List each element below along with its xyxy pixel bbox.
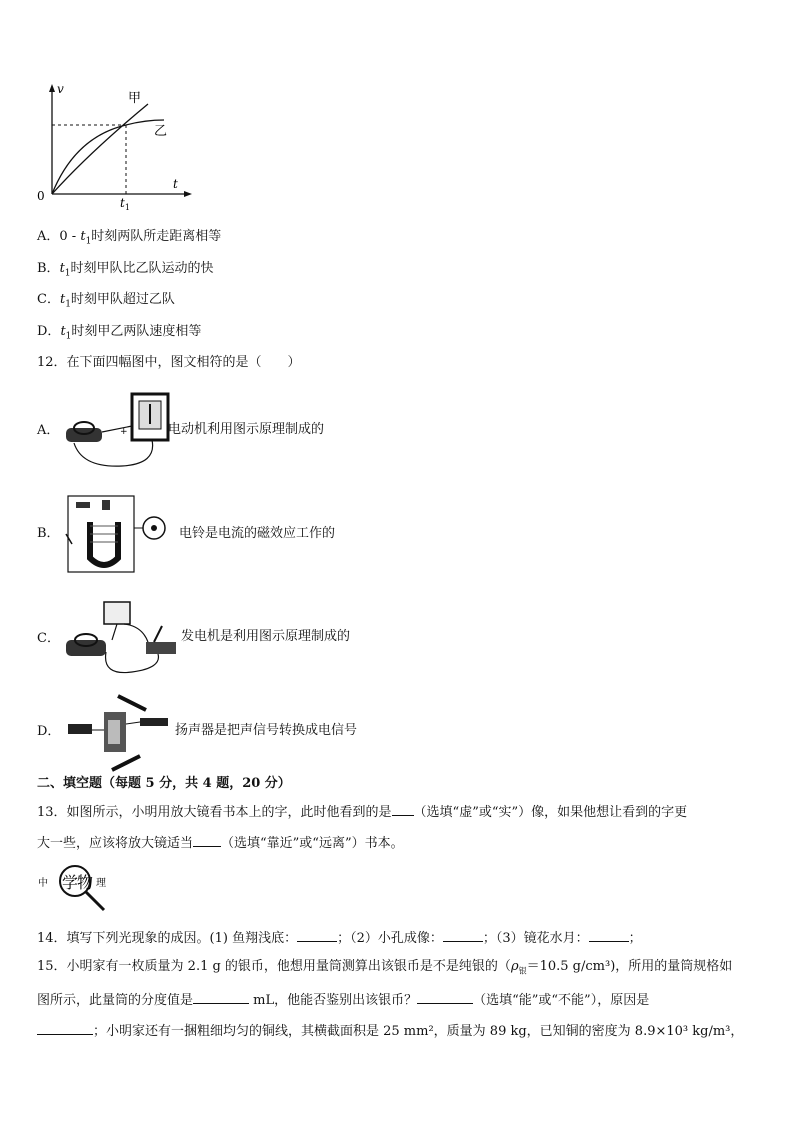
curve-yi — [52, 120, 164, 194]
q13-blank-1[interactable] — [392, 801, 414, 816]
q11-option-b: B．$t_1$时刻甲队比乙队运动的快 — [37, 261, 214, 279]
electric-bell-figure — [62, 492, 174, 574]
magnifier-figure — [36, 862, 114, 916]
q12-option-b-text: 电铃是电流的磁效应工作的 — [179, 526, 336, 541]
q15-line-3: ；小明家还有一捆粗细均匀的铜线，其横截面积是 25 mm²，质量为 89 kg，已知铜的密度为 8.9×10³ kg/m³， — [37, 1020, 743, 1041]
svg-text:物: 物 — [77, 873, 94, 892]
q15-line-2: 图所示，此量筒的分度值是 mL，他能否鉴别出该银币？ （选填“能”或“不能”），原因是 — [37, 989, 649, 1010]
generator-apparatus-figure — [62, 596, 182, 680]
svg-text:中: 中 — [38, 878, 48, 889]
svg-text:理: 理 — [96, 878, 106, 889]
q15-blank-2[interactable] — [417, 989, 473, 1004]
q12-option-d-text: 扬声器是把声信号转换成电信号 — [175, 723, 358, 738]
q12-option-d-letter: D． — [37, 724, 61, 739]
q12-option-a-text: 电动机利用图示原理制成的 — [168, 422, 325, 437]
q13-line-2: 大一些，应该将放大镜适当 （选填“靠近”或“远离”）书本。 — [37, 832, 404, 853]
label-yi: 乙 — [154, 124, 168, 139]
velocity-time-graph — [30, 82, 200, 212]
t1-label: $t_1$ — [120, 196, 130, 212]
axis-t-label: t — [173, 177, 178, 191]
origin-label: 0 — [37, 189, 45, 203]
q12-option-c-text: 发电机是利用图示原理制成的 — [181, 629, 351, 644]
q12-option-b-letter: B． — [37, 526, 60, 541]
svg-text:+: + — [120, 427, 128, 437]
q15-line-1: 15．小明家有一枚质量为 2.1 g 的银币，他想用量筒测算出该银币是不是纯银的（$\rho_银=10.5$ g/cm³)，所用的量筒规格如 — [37, 959, 733, 976]
q15-blank-1[interactable] — [193, 989, 249, 1004]
q12-option-a-letter: A． — [37, 423, 60, 438]
q14-blank-3[interactable] — [589, 927, 629, 942]
q12-stem: 12．在下面四幅图中，图文相符的是（ ） — [37, 355, 301, 370]
q12-option-c-letter: C． — [37, 631, 60, 646]
q11-option-d: D．$t_1$时刻甲乙两队速度相等 — [37, 324, 202, 342]
section-2-heading: 二、填空题（每题 5 分，共 4 题，20 分） — [37, 776, 291, 791]
q11-option-a: A．$0 - t_1$时刻两队所走距离相等 — [37, 229, 222, 247]
svg-text:学: 学 — [62, 873, 79, 892]
q13-line-1: 13．如图所示，小明用放大镜看书本上的字，此时他看到的是 （选填“虚”或“实”）像，如果他想让看到的字更 — [37, 801, 687, 822]
q15-blank-3[interactable] — [37, 1020, 93, 1035]
q11-option-c: C．$t_1$时刻甲队超过乙队 — [37, 292, 175, 310]
motor-apparatus-figure — [62, 388, 172, 470]
q14-blank-2[interactable] — [443, 927, 483, 942]
q13-blank-2[interactable] — [193, 832, 221, 847]
curve-jia — [52, 104, 148, 194]
q14-blank-1[interactable] — [297, 927, 337, 942]
q14-line: 14．填写下列光现象的成因。(1) 鱼翔浅底： ；（2）小孔成像： ；（3）镜花水月： ； — [37, 927, 642, 948]
speaker-structure-figure — [64, 690, 176, 774]
axis-v-label: v — [57, 82, 64, 96]
label-jia: 甲 — [128, 91, 142, 106]
